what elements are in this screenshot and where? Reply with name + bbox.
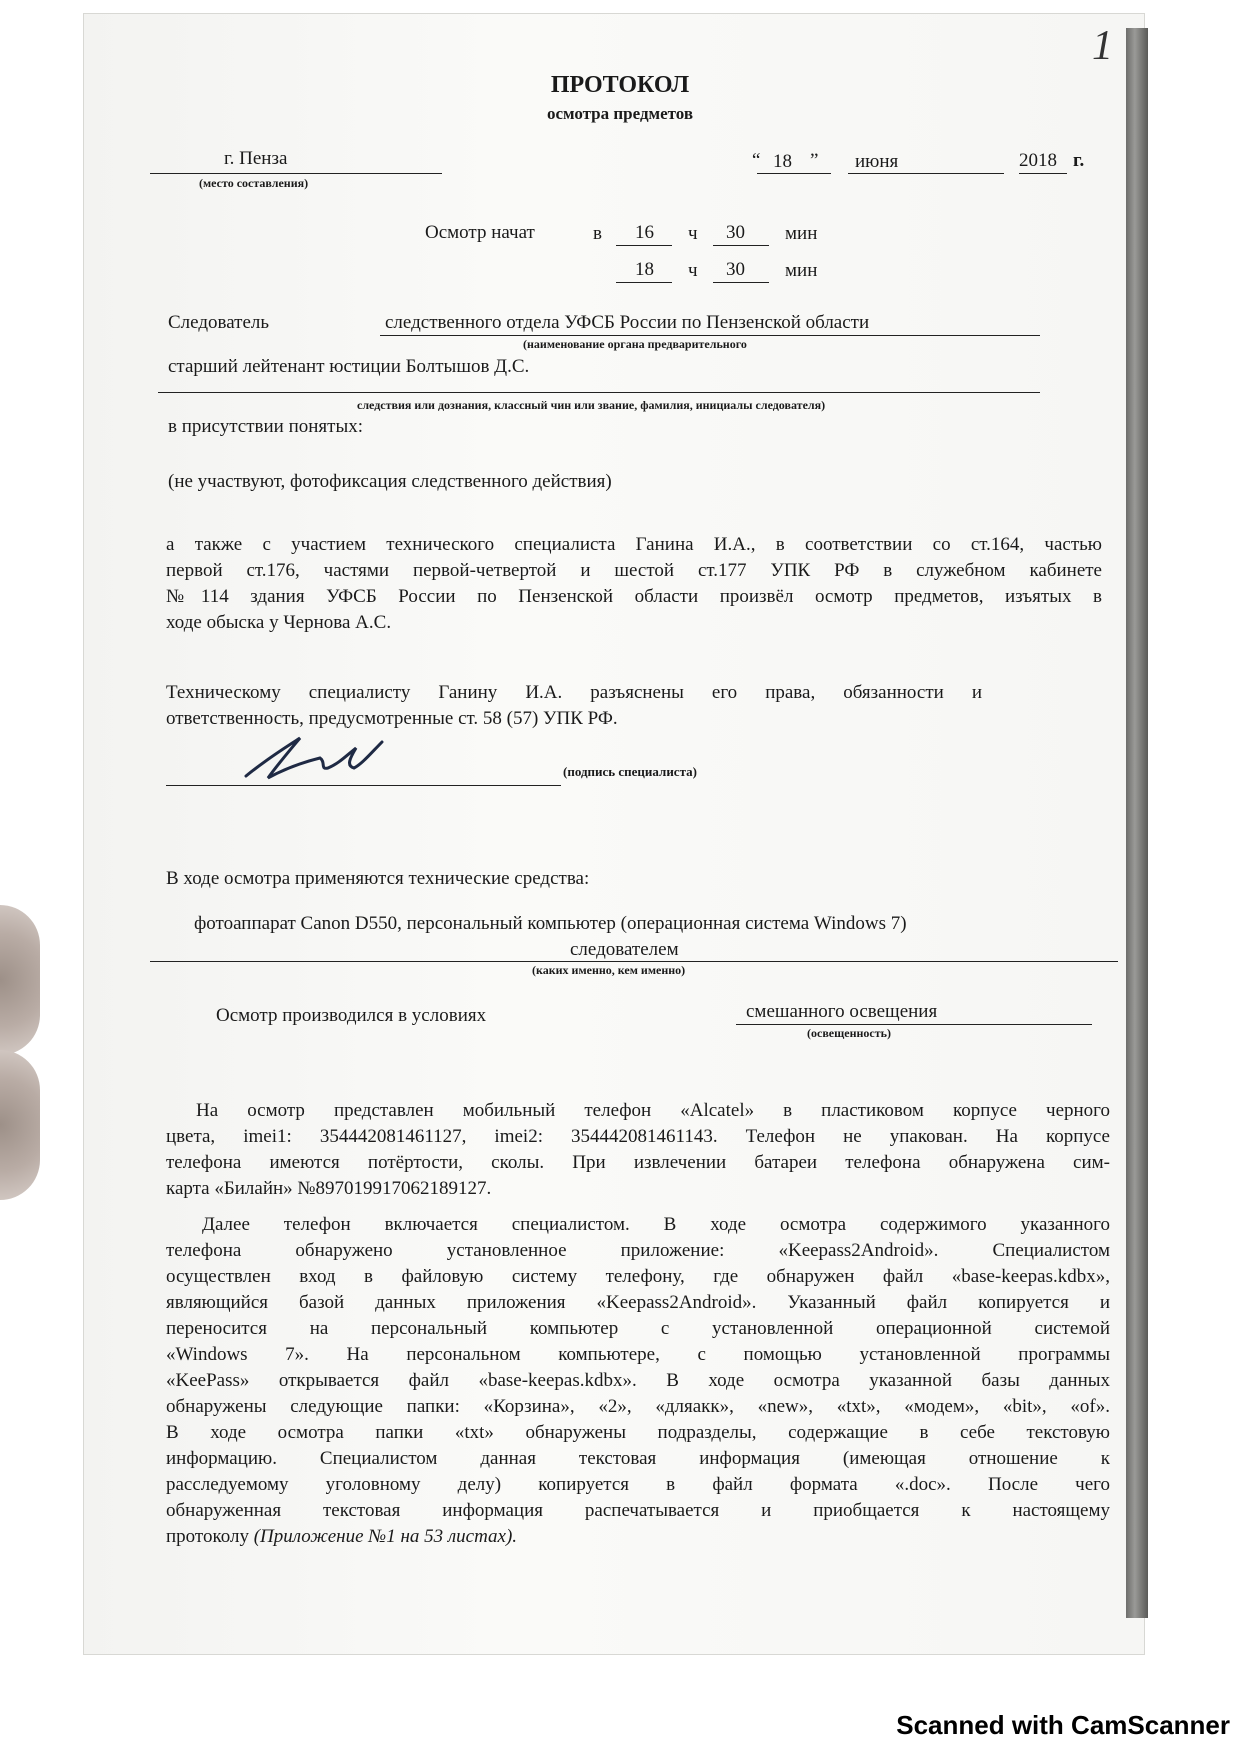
investigator-name-underline — [158, 392, 1040, 393]
page-number: 1 — [1092, 23, 1113, 69]
camscanner-watermark: Scanned with CamScanner — [896, 1710, 1230, 1740]
body-p1-line-2: цвета, imei1: 354442081461127, imei2: 354442081461143. Телефон не упакован. На корпусе — [166, 1126, 1110, 1147]
investigator-caption-2: следствия или дознания, классный чин или звание, фамилия, инициалы следователя) — [357, 398, 826, 412]
tech-means-underline — [150, 961, 1118, 962]
end-hours-underline — [616, 282, 672, 283]
date-day-underline — [757, 173, 831, 174]
start-hours: 16 — [635, 222, 654, 243]
body-p2-line-6: «Windows 7». На персональном компьютере, с помощью установленной программы — [166, 1344, 1110, 1365]
date-year-underline — [1019, 173, 1067, 174]
place-value: г. Пенза — [224, 148, 288, 169]
body-p2-line-5: переносится на персональный компьютер с установленной операционной системой — [166, 1318, 1110, 1339]
body-p2-line-12: обнаруженная текстовая информация распечатывается и приобщается к настоящему — [166, 1500, 1110, 1521]
witnesses-label: в присутствии понятых: — [168, 416, 363, 437]
document-subtitle: осмотра предметов — [546, 104, 694, 123]
finger-lower — [0, 1050, 40, 1200]
witnesses-value: (не участвуют, фотофиксация следственного действия) — [168, 471, 612, 492]
tech-means-value-2: следователем — [570, 939, 679, 960]
date-year-suffix: г. — [1073, 150, 1085, 171]
end-minutes: 30 — [726, 259, 745, 280]
body-p1-line-1: На осмотр представлен мобильный телефон «Alcatel» в пластиковом корпусе черного — [196, 1100, 1110, 1121]
body-p2-line-9: В ходе осмотра папки «txt» обнаружены подразделы, содержащие в себе текстовую — [166, 1422, 1110, 1443]
start-prep: в — [593, 223, 602, 244]
rights-paragraph — [166, 680, 982, 732]
date-month: июня — [855, 151, 899, 172]
tech-means-value-1: фотоаппарат Canon D550, персональный компьютер (операционная система Windows 7) — [194, 913, 907, 934]
appendix-reference: (Приложение №1 на 53 листах). — [253, 1526, 518, 1547]
body-p2-line-2: телефона обнаружено установленное приложение: «Keepass2Android». Специалистом — [166, 1240, 1110, 1261]
tech-means-label: В ходе осмотра применяются технические средства: — [166, 868, 590, 889]
body-p1-line-4: карта «Билайн» №8970199170621891​27. — [166, 1178, 492, 1199]
investigator-org: следственного отдела УФСБ России по Пензенской области — [385, 312, 870, 333]
start-minutes: 30 — [726, 222, 745, 243]
signature-caption: (подпись специалиста) — [563, 764, 697, 779]
conditions-label: Осмотр производился в условиях — [216, 1005, 487, 1026]
participation-line-4: ходе обыска у Чернова А.С. — [166, 612, 392, 633]
date-day: 18 — [773, 151, 792, 172]
body-p2-line-1: Далее телефон включается специалистом. В ходе осмотра содержимого указанного — [202, 1214, 1110, 1235]
body-p2-line-4: являющийся базой данных приложения «Keepass2Android». Указанный файл копируется и — [166, 1292, 1110, 1313]
date-close-quote: ” — [810, 150, 819, 171]
finger-upper — [0, 905, 40, 1055]
conditions-value: смешанного освещения — [746, 1001, 938, 1022]
date-open-quote: “ — [752, 150, 761, 171]
end-h: ч — [688, 260, 698, 281]
conditions-caption: (освещенность) — [807, 1026, 891, 1040]
start-minutes-underline — [713, 245, 769, 246]
body-paragraph-2 — [166, 1212, 1110, 1550]
body-p2-line-11: расследуемому уголовному делу) копируется в файл формата «.doc». После чего — [166, 1474, 1110, 1495]
page-edge-shadow — [1126, 28, 1148, 1618]
document-title: ПРОТОКОЛ — [550, 72, 690, 98]
date-month-underline — [848, 173, 1004, 174]
investigator-name: старший лейтенант юстиции Болтышов Д.С. — [168, 356, 530, 377]
investigator-caption-1: (наименование органа предварительного — [523, 337, 747, 351]
body-paragraph-1 — [166, 1098, 1110, 1202]
investigator-label: Следователь — [168, 312, 270, 333]
end-minutes-underline — [713, 282, 769, 283]
conditions-underline — [736, 1024, 1092, 1025]
body-p2-line-13 — [166, 1524, 1110, 1550]
participation-line-2: первой ст.176, частями первой-четвертой и шестой ст.177 УПК РФ в служебном кабинете — [166, 560, 1102, 581]
body-last-prefix: протоколу — [166, 1526, 254, 1547]
rights-line-1: Техническому специалисту Ганину И.А. разъяснены его права, обязанности и — [166, 682, 982, 703]
participation-line-1: а также с участием технического специалиста Ганина И.А., в соответствии со ст.164, частью — [166, 534, 1102, 555]
start-hours-underline — [616, 245, 672, 246]
body-p2-line-3: осуществлен вход в файловую систему телефону, где обнаружен файл «base-keepas.kdbx», — [166, 1266, 1110, 1287]
body-p2-line-7: «KeePass» открывается файл «base-keepas.kdbx». В ходе осмотра указанной базы данных — [166, 1370, 1110, 1391]
body-p2-line-10: информацию. Специалистом данная текстовая информация (имеющая отношение к — [166, 1448, 1110, 1469]
body-p1-line-3: телефона имеются потёртости, сколы. При извлечении батареи телефона обнаружена сим- — [166, 1152, 1110, 1173]
rights-line-2: ответственность, предусмотренные ст. 58 (57) УПК РФ. — [166, 708, 618, 729]
date-year: 2018 — [1019, 150, 1057, 171]
participation-line-3: №114 здания УФСБ России по Пензенской области произвёл осмотр предметов, изъятых в — [166, 586, 1102, 607]
end-hours: 18 — [635, 259, 654, 280]
participation-paragraph — [166, 532, 1102, 636]
place-underline — [150, 173, 442, 174]
tech-means-caption: (каких именно, кем именно) — [532, 963, 686, 977]
start-min: мин — [785, 223, 818, 244]
body-p2-line-8: обнаружены следующие папки: «Корзина», «2», «дляакк», «new», «txt», «модем», «bit», «of». — [166, 1396, 1110, 1417]
end-min: мин — [785, 260, 818, 281]
signature-underline — [166, 785, 561, 786]
investigator-org-underline — [380, 335, 1040, 336]
start-label: Осмотр начат — [425, 222, 535, 243]
place-caption: (место составления) — [199, 176, 309, 190]
start-h: ч — [688, 223, 698, 244]
specialist-signature — [238, 728, 388, 784]
